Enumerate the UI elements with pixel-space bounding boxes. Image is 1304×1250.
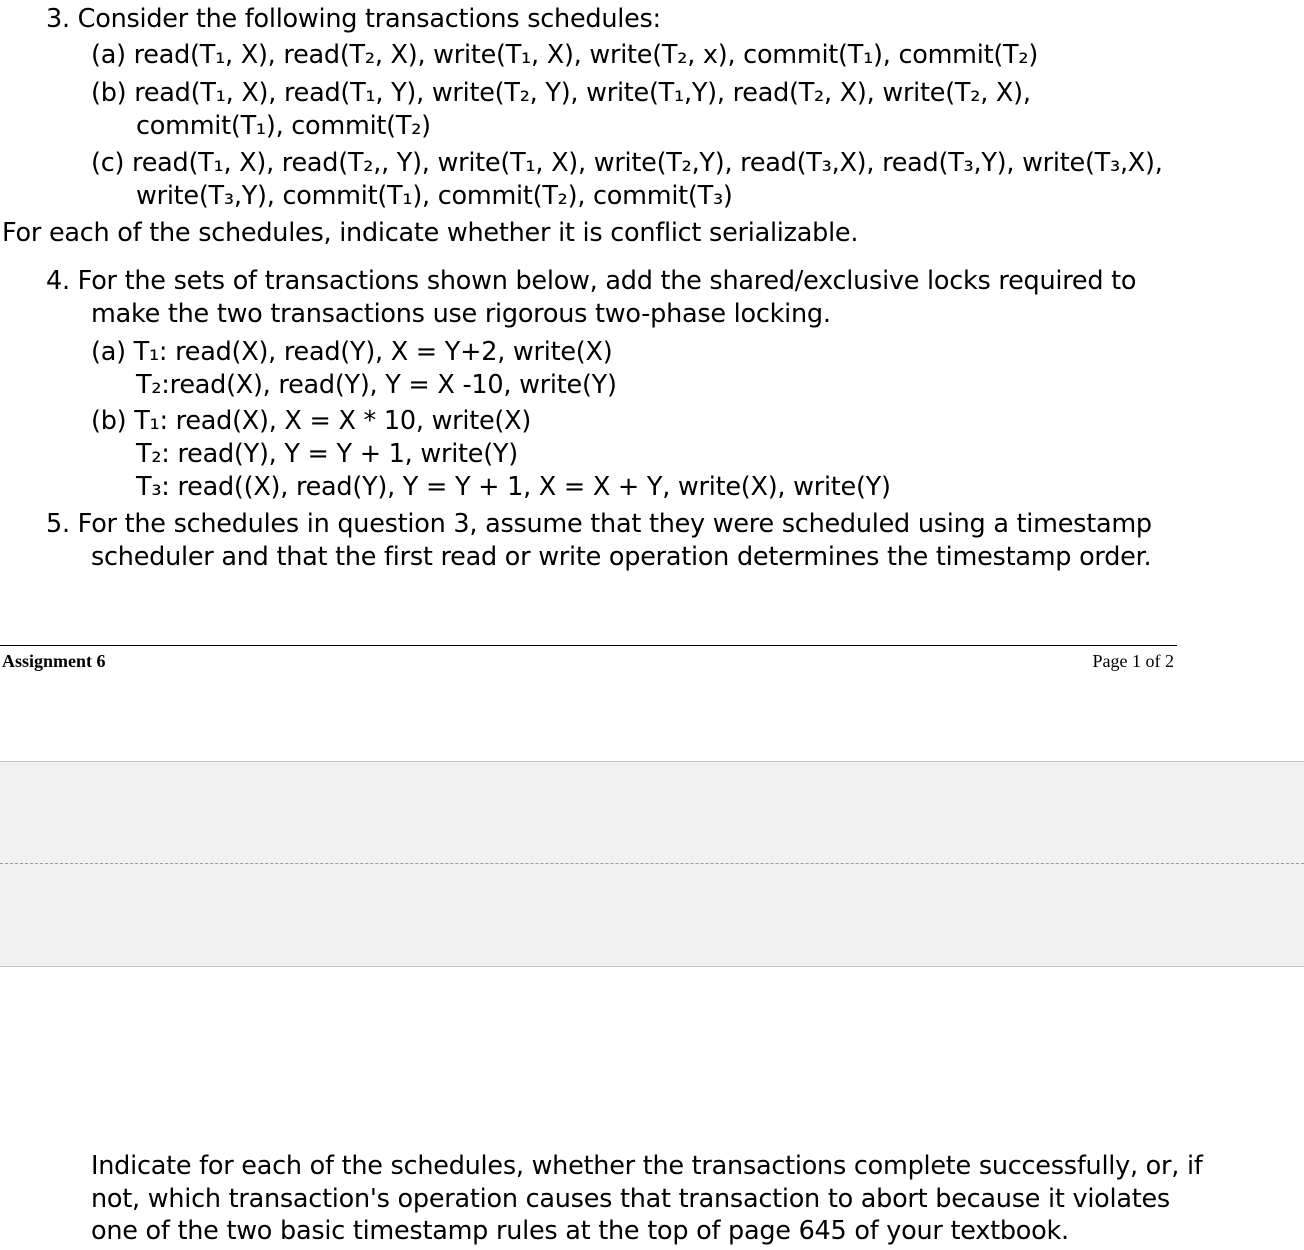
q5-instruction-line-2: not, which transaction's operation causes that transaction to abort because it violates xyxy=(91,1184,1170,1214)
q4-set-b-t3: T₃: read((X), read(Y), Y = Y + 1, X = X + Y, write(X), write(Y) xyxy=(136,472,891,502)
q4-heading-cont: make the two transactions use rigorous two-phase locking. xyxy=(91,299,831,329)
q5-instruction-line-3: one of the two basic timestamp rules at the top of page 645 of your textbook. xyxy=(91,1216,1069,1246)
q4-set-b-t2: T₂: read(Y), Y = Y + 1, write(Y) xyxy=(136,439,518,469)
q3-instruction: For each of the schedules, indicate whether it is conflict serializable. xyxy=(2,218,859,248)
q4-set-b-t1: (b) T₁: read(X), X = X * 10, write(X) xyxy=(91,406,532,436)
q5-heading: 5. For the schedules in question 3, assume that they were scheduled using a timestamp xyxy=(46,509,1152,539)
q4-set-a-t2: T₂:read(X), read(Y), Y = X -10, write(Y) xyxy=(136,370,617,400)
q3-schedule-c: (c) read(T₁, X), read(T₂,, Y), write(T₁, X), write(T₂,Y), read(T₃,X), read(T₃,Y), write(T₃,X), xyxy=(91,148,1163,178)
q5-heading-cont: scheduler and that the first read or write operation determines the timestamp order. xyxy=(91,542,1152,572)
q3-heading: 3. Consider the following transactions schedules: xyxy=(46,4,661,34)
q4-set-a-t1: (a) T₁: read(X), read(Y), X = Y+2, write(X) xyxy=(91,337,613,367)
page-break-line xyxy=(0,863,1304,864)
q3-schedule-b-cont: commit(T₁), commit(T₂) xyxy=(136,111,431,141)
q5-instruction-line-1: Indicate for each of the schedules, whether the transactions complete successfully, or, if xyxy=(91,1151,1203,1181)
footer-title: Assignment 6 xyxy=(2,651,106,671)
footer-page-number: Page 1 of 2 xyxy=(1092,651,1174,671)
q4-heading: 4. For the sets of transactions shown below, add the shared/exclusive locks required to xyxy=(46,266,1137,296)
q3-schedule-a: (a) read(T₁, X), read(T₂, X), write(T₁, X), write(T₂, x), commit(T₁), commit(T₂) xyxy=(91,40,1039,70)
q3-schedule-c-cont: write(T₃,Y), commit(T₁), commit(T₂), commit(T₃) xyxy=(136,181,733,211)
page-footer xyxy=(0,645,1177,676)
page-separator xyxy=(0,761,1304,967)
q3-schedule-b: (b) read(T₁, X), read(T₁, Y), write(T₂, Y), write(T₁,Y), read(T₂, X), write(T₂, X), xyxy=(91,78,1031,108)
